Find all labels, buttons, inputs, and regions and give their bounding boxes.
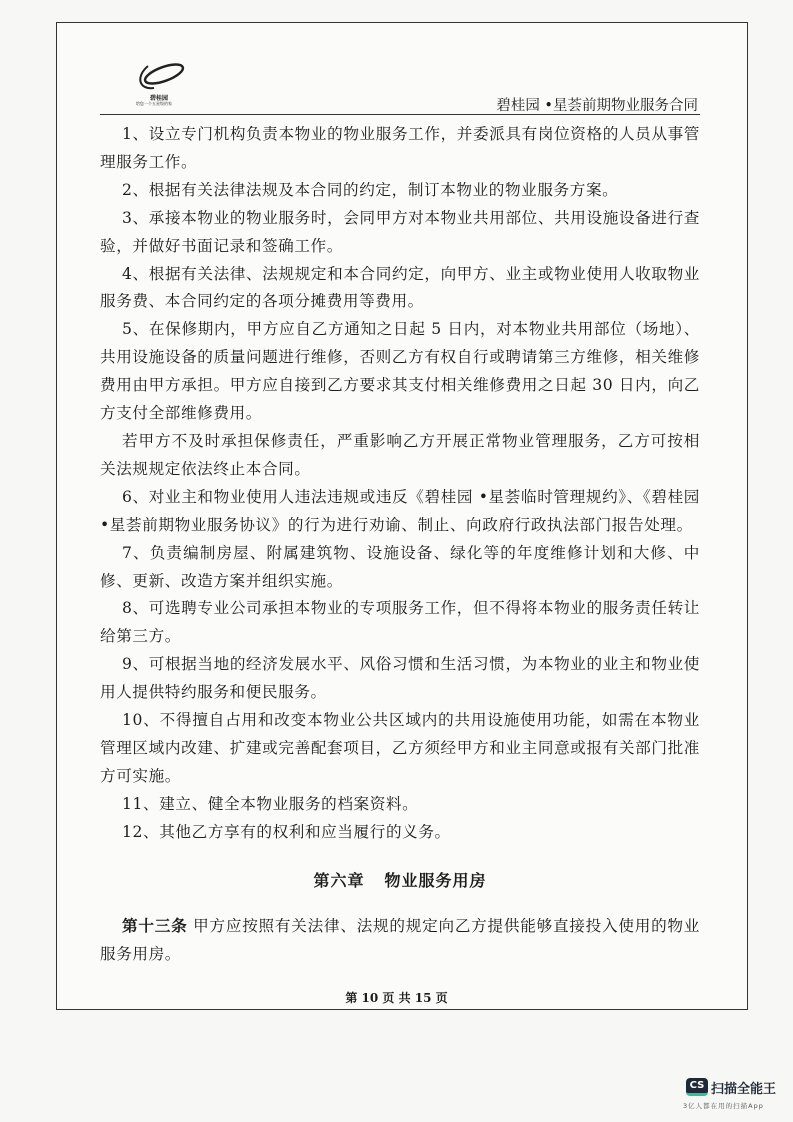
document-body [100,121,700,969]
paragraph: 4、根据有关法律、法规规定和本合同约定，向甲方、业主或物业使用人收取物业服务费、本合同约定的各项分摊费用等费用。 [100,264,700,311]
paragraph: 12、其他乙方享有的权利和应当履行的义务。 [122,822,451,841]
paragraph: 8、可选聘专业公司承担本物业的专项服务工作，但不得将本物业的服务责任转让给第三方。 [100,599,700,646]
logo-text: 碧桂园 [150,95,169,102]
chapter-number: 第六章 [313,870,365,890]
logo-subtitle: 给您一个五星级的家 [136,101,172,106]
page-number: 第 10 页 共 15 页 [345,991,448,1005]
header-divider [100,114,700,115]
camscanner-logo-icon: CS [686,1078,708,1096]
watermark-name: 扫描全能王 [711,1082,777,1097]
paragraph: 2、根据有关法律法规及本合同的约定，制订本物业的物业服务方案。 [122,180,619,199]
chapter-heading [100,867,700,895]
paragraph: 5、在保修期内，甲方应自乙方通知之日起 5 日内，对本物业共用部位（场地）、共用设施设备的质量问题进行维修，否则乙方有权自行或聘请第三方维修，相关维修费用由甲方承担。甲方应自接到乙方要求其支付相关维修费用之日起 30 日内，向乙方支付全部维修费用。 [100,320,700,423]
article-paragraph [100,912,700,969]
paragraph: 7、负责编制房屋、附属建筑物、设施设备、绿化等的年度维修计划和大修、中修、更新、改造方案并组织实施。 [100,543,700,590]
paragraph: 6、对业主和物业使用人违法违规或违反《碧桂园 •星荟临时管理规约》、《碧桂园 •星荟前期物业服务协议》的行为进行劝谕、制止、向政府行政执法部门报告处理。 [100,487,700,534]
paragraph: 若甲方不及时承担保修责任，严重影响乙方开展正常物业管理服务，乙方可按相关法规规定依法终止本合同。 [100,431,700,478]
paragraph: 9、可根据当地的经济发展水平、风俗习惯和生活习惯，为本物业的业主和物业使用人提供特约服务和便民服务。 [100,655,700,702]
paragraph: 1、设立专门机构负责本物业的物业服务工作，并委派具有岗位资格的人员从事管理服务工作。 [100,125,700,171]
paragraph: 10、不得擅自占用和改变本物业公共区域内的共用设施使用功能，如需在本物业管理区域内改建、扩建或完善配套项目，乙方须经甲方和业主同意或报有关部门批准方可实施。 [100,711,700,785]
article-number: 第十三条 [122,916,188,936]
paragraph: 11、建立、健全本物业服务的档案资料。 [122,794,419,813]
document-title: 碧桂园 •星荟前期物业服务合同 [496,98,698,114]
paragraph: 3、承接本物业的物业服务时，会同甲方对本物业共用部位、共用设施设备进行查验，并做好书面记录和签确工作。 [100,208,700,255]
chapter-title: 物业服务用房 [384,870,487,890]
article-text: 甲方应按照有关法律、法规的规定向乙方提供能够直接投入使用的物业服务用房。 [100,917,700,964]
watermark-tagline: 3亿人都在用的扫描App [683,1102,764,1110]
